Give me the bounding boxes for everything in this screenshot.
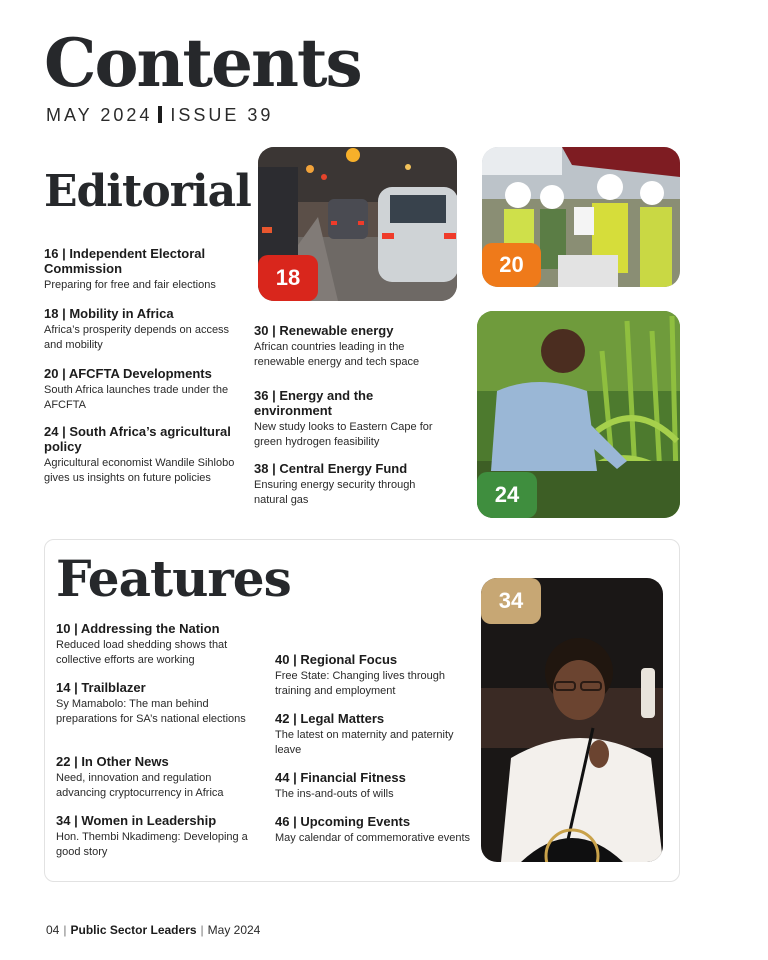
entry-title: 10 | Addressing the Nation: [56, 621, 220, 636]
entry-desc: Need, innovation and regulation advancing cryptocurrency in Africa: [56, 772, 224, 799]
editorial-entry-38[interactable]: [254, 461, 450, 508]
feature-entry-44[interactable]: [275, 770, 471, 802]
entry-title: 36 | Energy and the environment: [254, 388, 374, 418]
features-heading: Features: [56, 549, 291, 608]
footer-date: May 2024: [207, 923, 261, 937]
entry-title: 46 | Upcoming Events: [275, 814, 411, 829]
entry-title: 30 | Renewable energy: [254, 323, 394, 338]
entry-desc: Africa’s prosperity depends on access and mobility: [44, 324, 230, 351]
entry-desc: Agricultural economist Wandile Sihlobo gives us insights on future policies: [44, 457, 235, 484]
editorial-entry-16[interactable]: [44, 246, 240, 293]
page-badge-18: 18: [258, 255, 318, 301]
feature-entry-42[interactable]: [275, 711, 471, 758]
editorial-entry-36[interactable]: [254, 388, 450, 450]
entry-desc: New study looks to Eastern Cape for green hydrogen feasibility: [254, 421, 433, 448]
editorial-entry-30[interactable]: [254, 323, 450, 370]
entry-desc: Free State: Changing lives through training and employment: [275, 670, 445, 697]
editorial-entry-24[interactable]: [44, 424, 240, 486]
issue-number: ISSUE 39: [170, 105, 274, 125]
entry-title: 20 | AFCFTA Developments: [44, 366, 212, 381]
entry-desc: Ensuring energy security through natural gas: [254, 479, 416, 506]
entry-desc: May calendar of commemorative events: [275, 832, 471, 844]
traffic-photo[interactable]: [258, 147, 457, 301]
entry-desc: Preparing for free and fair elections: [44, 279, 216, 291]
entry-title: 14 | Trailblazer: [56, 680, 146, 695]
entry-title: 34 | Women in Leadership: [56, 813, 217, 828]
issue-line: [46, 106, 273, 124]
page-badge-24: 24: [477, 472, 537, 518]
entry-title: 40 | Regional Focus: [275, 652, 398, 667]
entry-title: 38 | Central Energy Fund: [254, 461, 408, 476]
entry-desc: Hon. Thembi Nkadimeng: Developing a good story: [56, 831, 248, 858]
divider: |: [200, 923, 204, 937]
divider: [158, 106, 162, 123]
editorial-entry-20[interactable]: [44, 366, 240, 413]
feature-entry-22[interactable]: [56, 754, 252, 801]
entry-desc: African countries leading in the renewable energy and tech space: [254, 341, 420, 368]
footer: [46, 923, 260, 937]
entry-title: 22 | In Other News: [56, 754, 169, 769]
agriculture-photo[interactable]: [477, 311, 680, 518]
feature-entry-46[interactable]: [275, 814, 471, 846]
editorial-heading: Editorial: [44, 166, 251, 217]
divider: |: [63, 923, 67, 937]
entry-desc: Sy Mamabolo: The man behind preparations for SA’s national elections: [56, 698, 246, 725]
entry-title: 18 | Mobility in Africa: [44, 306, 174, 321]
footer-page-number: 04: [46, 923, 60, 937]
entry-desc: The latest on maternity and paternity leave: [275, 729, 454, 756]
page-badge-20: 20: [482, 243, 541, 287]
entry-desc: South Africa launches trade under the AFCFTA: [44, 384, 229, 411]
feature-entry-10[interactable]: [56, 621, 252, 668]
entry-title: 42 | Legal Matters: [275, 711, 385, 726]
speaker-photo[interactable]: [481, 578, 663, 862]
issue-date: MAY 2024: [46, 105, 153, 125]
entry-title: 16 | Independent Electoral Commission: [44, 246, 206, 276]
afcfta-photo[interactable]: [482, 147, 680, 287]
entry-title: 44 | Financial Fitness: [275, 770, 406, 785]
editorial-entry-18[interactable]: [44, 306, 240, 353]
footer-publication: Public Sector Leaders: [70, 923, 197, 937]
entry-desc: The ins-and-outs of wills: [275, 788, 394, 800]
feature-entry-34[interactable]: [56, 813, 252, 860]
entry-title: 24 | South Africa’s agricultural policy: [44, 424, 231, 454]
feature-entry-40[interactable]: [275, 652, 471, 699]
entry-desc: Reduced load shedding shows that collective efforts are working: [56, 639, 228, 666]
feature-entry-14[interactable]: [56, 680, 252, 727]
page-title: Contents: [44, 24, 361, 102]
page-badge-34: 34: [481, 578, 541, 624]
